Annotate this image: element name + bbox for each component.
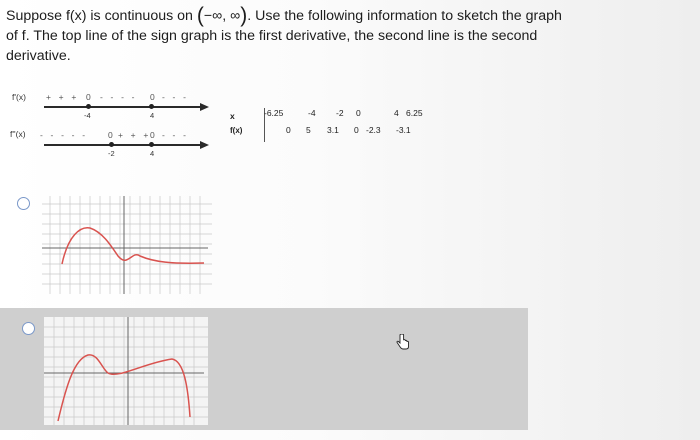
second-derivative-point-b xyxy=(149,142,154,147)
table-x-cell: -4 xyxy=(308,108,316,118)
question-text xyxy=(6,6,566,66)
second-derivative-zero-b: 0 xyxy=(150,130,156,140)
table-fx-cell: 0 xyxy=(286,125,291,135)
first-derivative-signs-right: - - - xyxy=(162,92,187,102)
interval-close-paren: ) xyxy=(240,4,248,27)
choice-a-graph-svg xyxy=(42,196,212,294)
first-derivative-tick-a: -4 xyxy=(84,111,91,120)
table-x-cell: 4 xyxy=(394,108,399,118)
hand-pointer-icon xyxy=(396,334,410,355)
first-derivative-point-b xyxy=(149,104,154,109)
first-derivative-signs-left: + + + xyxy=(46,92,78,102)
choice-a-graph xyxy=(42,196,212,294)
table-x-cell: -6.25 xyxy=(264,108,284,118)
table-fx-header: f(x) xyxy=(230,126,243,135)
interval-open-paren: ( xyxy=(196,4,204,27)
first-derivative-signs-mid: - - - - xyxy=(100,92,136,102)
question-interval: −∞, ∞ xyxy=(203,8,241,24)
table-x-header: x xyxy=(230,111,235,121)
second-derivative-tick-b: 4 xyxy=(150,149,155,158)
second-derivative-arrow-icon xyxy=(200,141,209,149)
table-x-cell: -2 xyxy=(336,108,344,118)
table-fx-cell: 3.1 xyxy=(327,125,339,135)
answer-choice-b[interactable] xyxy=(0,308,528,430)
second-derivative-point-a xyxy=(109,142,114,147)
first-derivative-tick-b: 4 xyxy=(150,111,155,120)
second-derivative-signs-left: - - - - - xyxy=(40,130,87,140)
choice-a-curve xyxy=(62,228,204,264)
sign-graph xyxy=(0,84,230,174)
first-derivative-zero-b: 0 xyxy=(150,92,156,102)
table-fx-cell: 5 xyxy=(306,125,311,135)
value-table xyxy=(226,108,456,144)
answer-choice-a[interactable] xyxy=(0,190,230,300)
first-derivative-label: f'(x) xyxy=(12,92,26,102)
choice-b-graph xyxy=(44,317,208,425)
table-fx-cell: -2.3 xyxy=(366,125,381,135)
second-derivative-signs-mid: + + + xyxy=(118,130,150,140)
first-derivative-point-a xyxy=(86,104,91,109)
radio-icon[interactable] xyxy=(17,197,30,210)
first-derivative-zero-a: 0 xyxy=(86,92,92,102)
table-fx-cell: -3.1 xyxy=(396,125,411,135)
second-derivative-zero-a: 0 xyxy=(108,130,114,140)
second-derivative-signs-right: - - - xyxy=(162,130,187,140)
second-derivative-tick-a: -2 xyxy=(108,149,115,158)
radio-icon[interactable] xyxy=(22,322,35,335)
first-derivative-axis xyxy=(44,106,202,108)
table-x-cell: 6.25 xyxy=(406,108,423,118)
question-part1: Suppose f(x) is continuous on xyxy=(6,8,197,24)
table-fx-cell: 0 xyxy=(354,125,359,135)
choice-b-graph-svg xyxy=(44,317,208,425)
question-part2: . Use the following information to sketch the graph of f. The top line of the sign graph is the first derivative, the second line is the second derivative. xyxy=(6,8,562,64)
second-derivative-label: f''(x) xyxy=(10,129,26,139)
first-derivative-arrow-icon xyxy=(200,103,209,111)
second-derivative-axis xyxy=(44,144,202,146)
table-x-cell: 0 xyxy=(356,108,361,118)
